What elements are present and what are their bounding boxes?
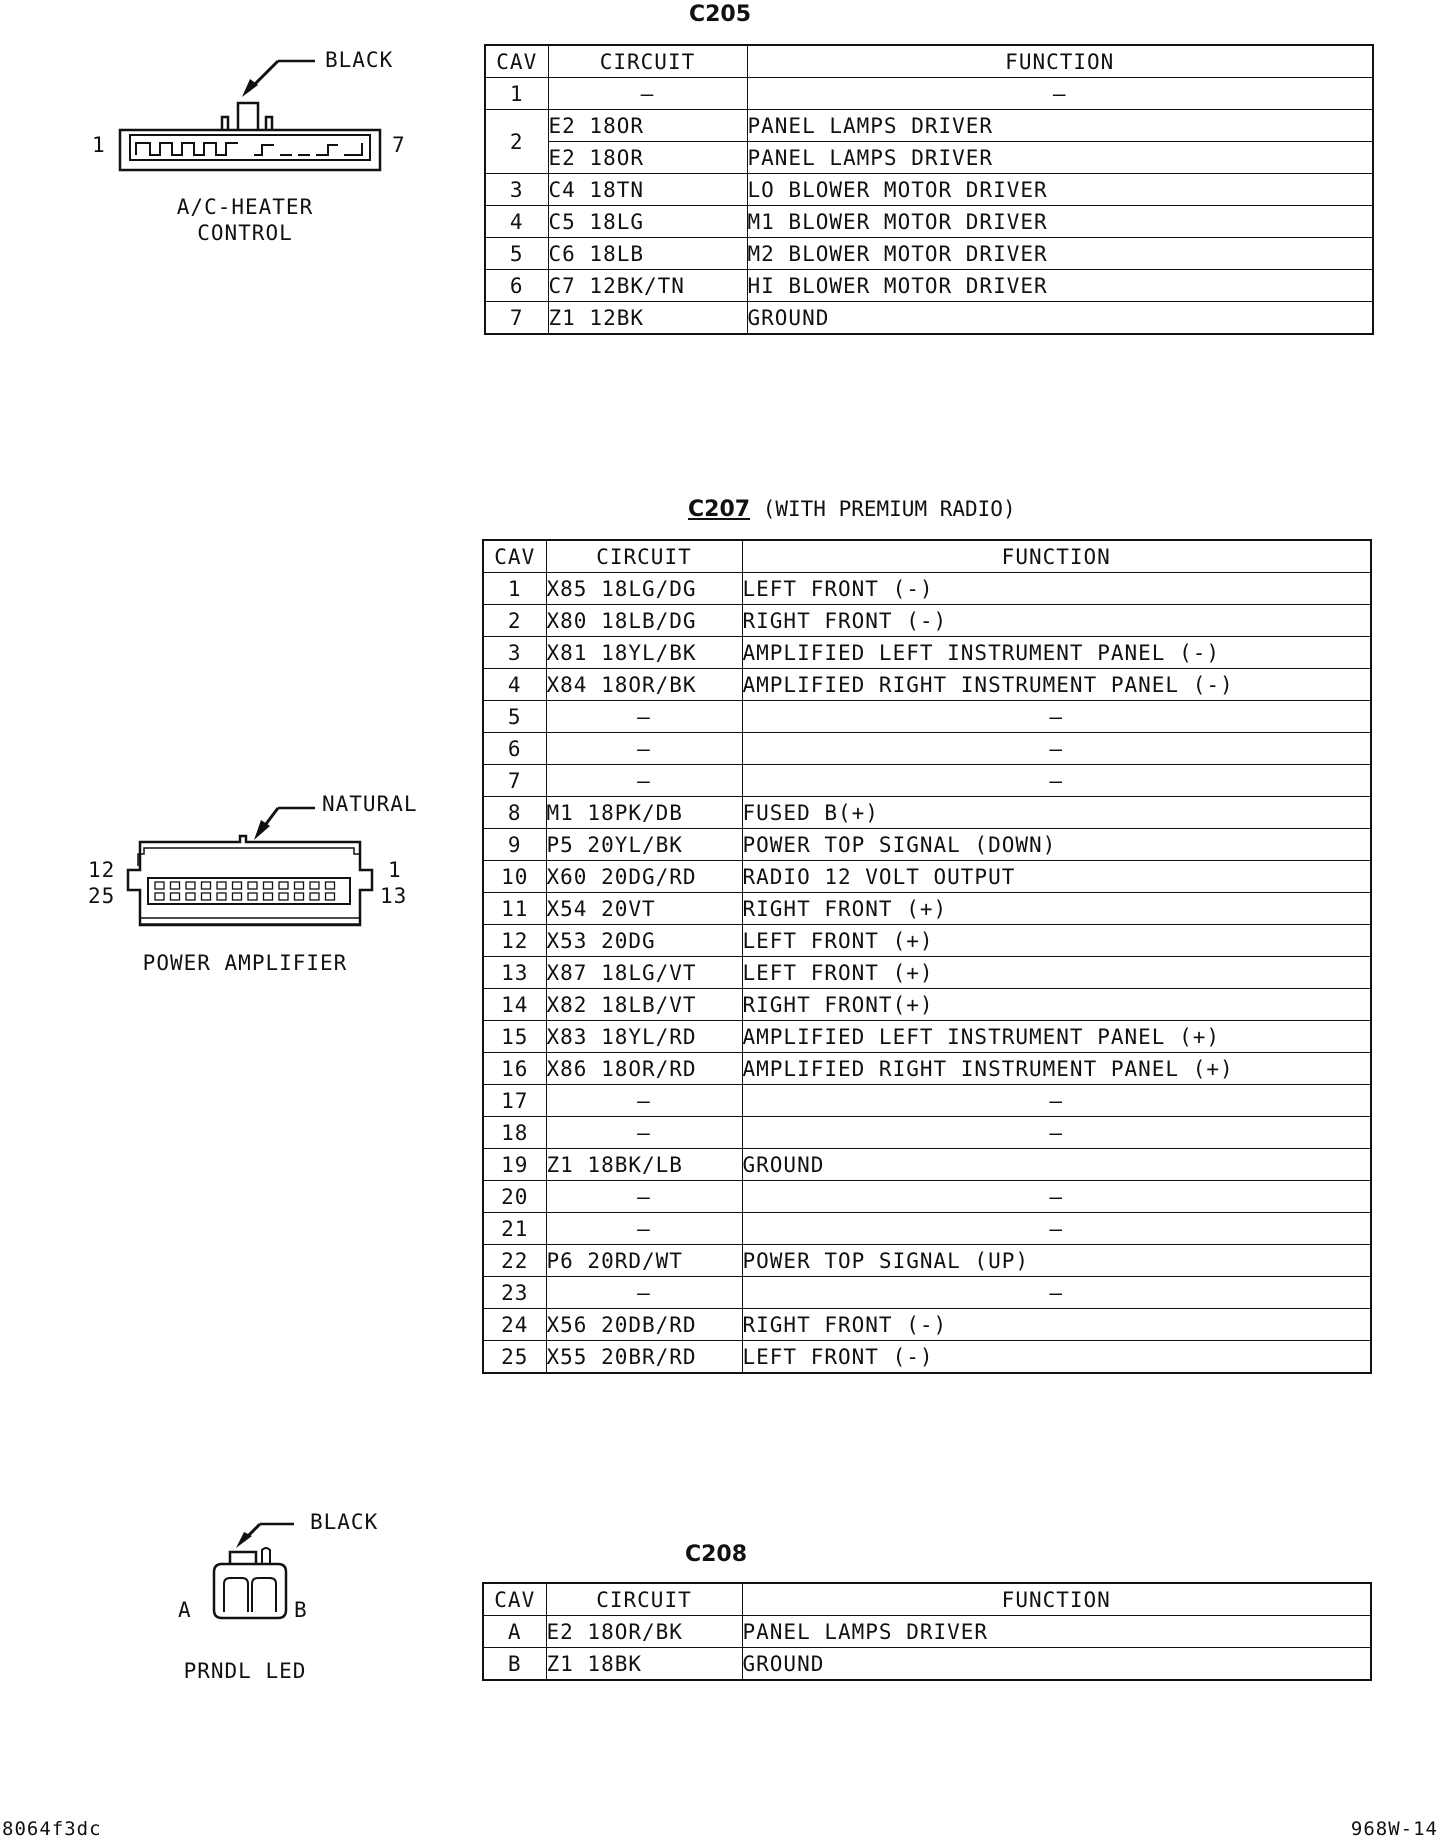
circuit-header: CIRCUIT [548, 45, 747, 78]
table-header-row [483, 540, 1371, 573]
cav-cell: 3 [483, 637, 546, 669]
connector-pin [171, 882, 180, 889]
circuit-cell: – [546, 701, 742, 733]
table-row [483, 1616, 1371, 1648]
table-row [483, 733, 1371, 765]
function-cell: – [742, 733, 1371, 765]
table-row [483, 765, 1371, 797]
function-header: FUNCTION [742, 1583, 1371, 1616]
cav-cell: 9 [483, 829, 546, 861]
function-cell: POWER TOP SIGNAL (DOWN) [742, 829, 1371, 861]
circuit-cell: X81 18YL/BK [546, 637, 742, 669]
function-cell: M1 BLOWER MOTOR DRIVER [747, 206, 1373, 238]
c207-pin-bottom-left-label: 25 [88, 884, 116, 908]
cav-cell: 22 [483, 1245, 546, 1277]
connector-pin [326, 893, 335, 900]
circuit-cell: E2 18OR [548, 110, 747, 142]
function-cell: AMPLIFIED LEFT INSTRUMENT PANEL (-) [742, 637, 1371, 669]
cav-cell: 3 [485, 174, 548, 206]
connector-pin [279, 882, 288, 889]
table-row [483, 893, 1371, 925]
function-cell: – [742, 1277, 1371, 1309]
cav-cell: 10 [483, 861, 546, 893]
table-header-row [485, 45, 1373, 78]
circuit-cell: – [546, 1213, 742, 1245]
caption-line: POWER AMPLIFIER [142, 951, 348, 975]
c208-pin-left-label: A [178, 1598, 192, 1622]
cav-cell: 16 [483, 1053, 546, 1085]
cav-header: CAV [485, 45, 548, 78]
cav-cell: 6 [483, 733, 546, 765]
table-row [483, 1341, 1371, 1374]
circuit-header: CIRCUIT [546, 540, 742, 573]
connector-pin [279, 893, 288, 900]
function-cell: – [742, 1117, 1371, 1149]
table-row [483, 573, 1371, 605]
connector-pin [264, 882, 273, 889]
table-row [483, 797, 1371, 829]
table-row [483, 1245, 1371, 1277]
cav-cell: 8 [483, 797, 546, 829]
table-row [483, 925, 1371, 957]
function-cell: LEFT FRONT (+) [742, 957, 1371, 989]
circuit-cell: X56 20DB/RD [546, 1309, 742, 1341]
table-row [485, 78, 1373, 110]
cav-cell: 1 [483, 573, 546, 605]
function-cell: AMPLIFIED RIGHT INSTRUMENT PANEL (+) [742, 1053, 1371, 1085]
cav-cell: 23 [483, 1277, 546, 1309]
circuit-cell: – [546, 733, 742, 765]
circuit-cell: X60 20DG/RD [546, 861, 742, 893]
circuit-cell: X86 18OR/RD [546, 1053, 742, 1085]
circuit-cell: X53 20DG [546, 925, 742, 957]
cav-cell: 2 [485, 110, 548, 174]
circuit-cell: C4 18TN [548, 174, 747, 206]
table-row [485, 270, 1373, 302]
connector-pin [171, 893, 180, 900]
table-header-row [483, 1583, 1371, 1616]
cav-cell: 25 [483, 1341, 546, 1374]
c207-pin-top-right-label: 1 [388, 858, 402, 882]
circuit-cell: M1 18PK/DB [546, 797, 742, 829]
connector-pin [310, 893, 319, 900]
prndl-led-connector-diagram [190, 1520, 390, 1650]
connector-pin [202, 882, 211, 889]
cav-cell: 17 [483, 1085, 546, 1117]
circuit-cell: – [546, 1085, 742, 1117]
connector-pin [233, 882, 242, 889]
c205-color-label: BLACK [325, 48, 394, 72]
circuit-cell: C7 12BK/TN [548, 270, 747, 302]
cav-cell: 19 [483, 1149, 546, 1181]
circuit-cell: Z1 18BK/LB [546, 1149, 742, 1181]
cav-header: CAV [483, 1583, 546, 1616]
function-cell: PANEL LAMPS DRIVER [747, 110, 1373, 142]
table-row [485, 142, 1373, 174]
connector-pin [233, 893, 242, 900]
table-row [483, 861, 1371, 893]
function-cell: AMPLIFIED LEFT INSTRUMENT PANEL (+) [742, 1021, 1371, 1053]
connector-pin [217, 882, 226, 889]
function-cell: LEFT FRONT (-) [742, 1341, 1371, 1374]
function-cell: – [742, 1213, 1371, 1245]
table-row [483, 1085, 1371, 1117]
function-cell: – [742, 1085, 1371, 1117]
cav-cell: 12 [483, 925, 546, 957]
function-cell: LO BLOWER MOTOR DRIVER [747, 174, 1373, 206]
table-row [483, 669, 1371, 701]
cav-cell: 24 [483, 1309, 546, 1341]
connector-pin [186, 882, 195, 889]
circuit-cell: X82 18LB/VT [546, 989, 742, 1021]
function-cell: PANEL LAMPS DRIVER [747, 142, 1373, 174]
cav-cell: 2 [483, 605, 546, 637]
function-cell: – [742, 701, 1371, 733]
table-row [483, 637, 1371, 669]
cav-cell: 5 [485, 238, 548, 270]
circuit-cell: X83 18YL/RD [546, 1021, 742, 1053]
circuit-cell: X55 20BR/RD [546, 1341, 742, 1374]
cav-cell: 1 [485, 78, 548, 110]
circuit-cell: X85 18LG/DG [546, 573, 742, 605]
caption-line: PRNDL LED [183, 1659, 307, 1683]
circuit-cell: E2 18OR [548, 142, 747, 174]
table-row [483, 829, 1371, 861]
table-row [485, 238, 1373, 270]
table-row [483, 1149, 1371, 1181]
table-row [483, 1277, 1371, 1309]
function-cell: FUSED B(+) [742, 797, 1371, 829]
connector-pin [295, 882, 304, 889]
caption-line: A/C-HEATER [176, 195, 314, 219]
caption-line: CONTROL [197, 221, 293, 245]
table-row [483, 989, 1371, 1021]
circuit-cell: C6 18LB [548, 238, 747, 270]
footer-right-code: 968W-14 [1350, 1818, 1438, 1840]
c208-title: C208 [684, 1542, 748, 1567]
table-row [483, 1053, 1371, 1085]
function-cell: HI BLOWER MOTOR DRIVER [747, 270, 1373, 302]
circuit-cell: Z1 12BK [548, 302, 747, 335]
function-cell: GROUND [742, 1648, 1371, 1681]
circuit-cell: P6 20RD/WT [546, 1245, 742, 1277]
c205-connector-caption [140, 194, 350, 246]
connector-pin [248, 893, 257, 900]
cav-cell: 18 [483, 1117, 546, 1149]
function-header: FUNCTION [747, 45, 1373, 78]
table-row [483, 1213, 1371, 1245]
c205-pin-right-label: 7 [392, 133, 406, 157]
function-cell: – [747, 78, 1373, 110]
function-header: FUNCTION [742, 540, 1371, 573]
table-row [483, 605, 1371, 637]
table-row [483, 1648, 1371, 1681]
cav-cell: 4 [485, 206, 548, 238]
c205-title: C205 [688, 2, 752, 27]
table-row [485, 302, 1373, 335]
cav-cell: 7 [483, 765, 546, 797]
c208-connector-caption [160, 1658, 330, 1684]
circuit-cell: – [546, 765, 742, 797]
cav-cell: 21 [483, 1213, 546, 1245]
function-cell: LEFT FRONT (+) [742, 925, 1371, 957]
c208-table [482, 1582, 1372, 1681]
c208-pin-right-label: B [294, 1598, 308, 1622]
circuit-cell: P5 20YL/BK [546, 829, 742, 861]
cav-cell: 5 [483, 701, 546, 733]
c207-table [482, 539, 1372, 1374]
connector-pin [248, 882, 257, 889]
cav-cell: B [483, 1648, 546, 1681]
connector-pin [264, 893, 273, 900]
connector-pin [295, 893, 304, 900]
circuit-cell: X84 18OR/BK [546, 669, 742, 701]
cav-cell: 11 [483, 893, 546, 925]
cav-header: CAV [483, 540, 546, 573]
circuit-cell: E2 18OR/BK [546, 1616, 742, 1648]
c208-color-label: BLACK [310, 1510, 379, 1534]
circuit-cell: – [548, 78, 747, 110]
table-row [485, 206, 1373, 238]
circuit-cell: – [546, 1117, 742, 1149]
table-row [485, 110, 1373, 142]
circuit-cell: – [546, 1181, 742, 1213]
circuit-cell: X80 18LB/DG [546, 605, 742, 637]
table-row [483, 1117, 1371, 1149]
circuit-cell: Z1 18BK [546, 1648, 742, 1681]
circuit-cell: X87 18LG/VT [546, 957, 742, 989]
c207-pin-bottom-right-label: 13 [380, 884, 408, 908]
footer-left-code: 8064f3dc [2, 1818, 102, 1840]
circuit-cell: X54 20VT [546, 893, 742, 925]
table-row [483, 1021, 1371, 1053]
c207-color-label: NATURAL [322, 792, 418, 816]
connector-pin [217, 893, 226, 900]
function-cell: M2 BLOWER MOTOR DRIVER [747, 238, 1373, 270]
c207-title [688, 497, 1016, 522]
function-cell: POWER TOP SIGNAL (UP) [742, 1245, 1371, 1277]
function-cell: GROUND [747, 302, 1373, 335]
circuit-header: CIRCUIT [546, 1583, 742, 1616]
cav-cell: 6 [485, 270, 548, 302]
function-cell: GROUND [742, 1149, 1371, 1181]
table-row [483, 957, 1371, 989]
cav-cell: 20 [483, 1181, 546, 1213]
connector-pin [310, 882, 319, 889]
c207-connector-caption [110, 950, 380, 976]
cav-cell: 14 [483, 989, 546, 1021]
table-row [483, 1309, 1371, 1341]
function-cell: LEFT FRONT (-) [742, 573, 1371, 605]
connector-pin [202, 893, 211, 900]
function-cell: PANEL LAMPS DRIVER [742, 1616, 1371, 1648]
cav-cell: 4 [483, 669, 546, 701]
table-row [485, 174, 1373, 206]
cav-cell: A [483, 1616, 546, 1648]
connector-pin [326, 882, 335, 889]
c207-connector-id: C207 [688, 497, 751, 522]
table-row [483, 701, 1371, 733]
function-cell: RIGHT FRONT (-) [742, 1309, 1371, 1341]
c207-pin-top-left-label: 12 [88, 858, 116, 882]
cav-cell: 7 [485, 302, 548, 335]
c207-title-suffix: (WITH PREMIUM RADIO) [762, 497, 1016, 521]
c205-table [484, 44, 1374, 335]
c205-pin-left-label: 1 [92, 133, 106, 157]
cav-cell: 13 [483, 957, 546, 989]
connector-pin [186, 893, 195, 900]
function-cell: RIGHT FRONT(+) [742, 989, 1371, 1021]
function-cell: RIGHT FRONT (+) [742, 893, 1371, 925]
circuit-cell: – [546, 1277, 742, 1309]
function-cell: – [742, 1181, 1371, 1213]
circuit-cell: C5 18LG [548, 206, 747, 238]
table-row [483, 1181, 1371, 1213]
connector-pin [155, 893, 164, 900]
function-cell: AMPLIFIED RIGHT INSTRUMENT PANEL (-) [742, 669, 1371, 701]
function-cell: – [742, 765, 1371, 797]
function-cell: RADIO 12 VOLT OUTPUT [742, 861, 1371, 893]
cav-cell: 15 [483, 1021, 546, 1053]
connector-pin [155, 882, 164, 889]
function-cell: RIGHT FRONT (-) [742, 605, 1371, 637]
